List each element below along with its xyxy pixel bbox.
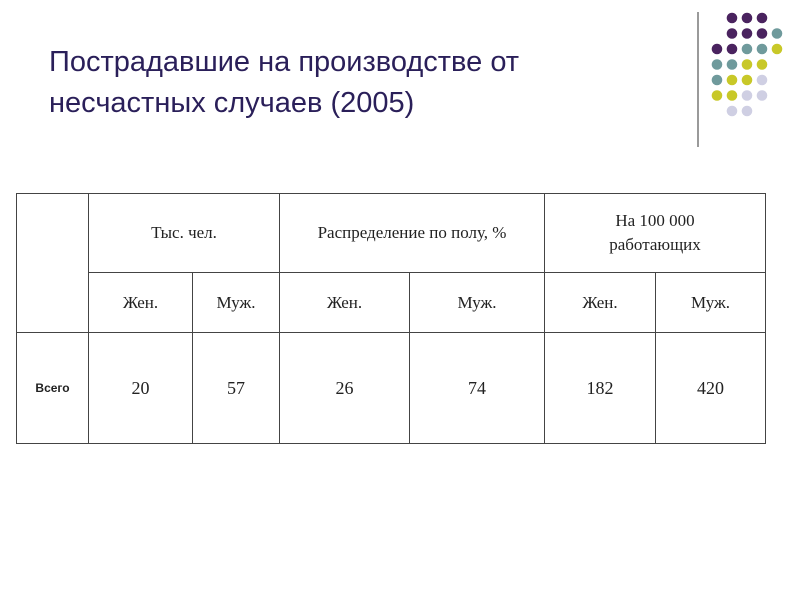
decorative-dot: [727, 59, 738, 70]
subheader-cell: Жен.: [280, 273, 410, 333]
injury-statistics-table: [16, 193, 766, 444]
decorative-dot: [772, 44, 783, 55]
value-cell: 420: [656, 333, 766, 444]
decorative-dot: [772, 28, 783, 39]
decorative-dot: [757, 90, 768, 101]
value-cell: 20: [89, 333, 193, 444]
table-row: [17, 333, 766, 444]
decorative-dot: [742, 44, 753, 55]
decorative-dot: [742, 13, 753, 24]
decorative-dot: [742, 59, 753, 70]
decorative-dot: [727, 90, 738, 101]
decorative-dot: [757, 28, 768, 39]
group-header-gender-distribution: Распределение по полу, %: [280, 194, 545, 273]
decorative-dot: [742, 106, 753, 117]
decorative-dot: [727, 13, 738, 24]
decorative-dot: [727, 106, 738, 117]
decorative-divider: [697, 12, 699, 147]
decorative-dot: [757, 13, 768, 24]
value-cell: 57: [193, 333, 280, 444]
decorative-dot: [757, 59, 768, 70]
decorative-dot: [712, 75, 723, 86]
decorative-dot: [742, 28, 753, 39]
table-header-row-sex: [17, 273, 766, 333]
decorative-dot-grid: [700, 5, 800, 135]
decorative-dot: [712, 59, 723, 70]
subheader-cell: Жен.: [89, 273, 193, 333]
decorative-dot: [712, 44, 723, 55]
decorative-dot: [757, 75, 768, 86]
value-cell: 182: [545, 333, 656, 444]
decorative-dot: [742, 90, 753, 101]
group-header-thousand-people: Тыс. чел.: [89, 194, 280, 273]
slide-title: [49, 42, 519, 124]
slide-title-line-2: несчастных случаев (2005): [49, 87, 415, 119]
subheader-cell: Жен.: [545, 273, 656, 333]
subheader-cell: Муж.: [410, 273, 545, 333]
decorative-dot: [727, 28, 738, 39]
table-header-row-groups: [17, 194, 766, 273]
decorative-dot: [727, 75, 738, 86]
dot-grid-graphic: [700, 5, 800, 135]
subheader-cell: Муж.: [193, 273, 280, 333]
subheader-cell: Муж.: [656, 273, 766, 333]
value-cell: 74: [410, 333, 545, 444]
group-header-per-100000-workers: На 100 000 работающих: [545, 194, 766, 273]
table-corner-cell: [17, 194, 89, 333]
decorative-dot: [712, 90, 723, 101]
slide-title-line-1: Пострадавшие на производстве от: [49, 46, 520, 78]
value-cell: 26: [280, 333, 410, 444]
decorative-dot: [742, 75, 753, 86]
decorative-dot: [727, 44, 738, 55]
row-label-total: Всего: [17, 333, 89, 444]
decorative-dot: [757, 44, 768, 55]
